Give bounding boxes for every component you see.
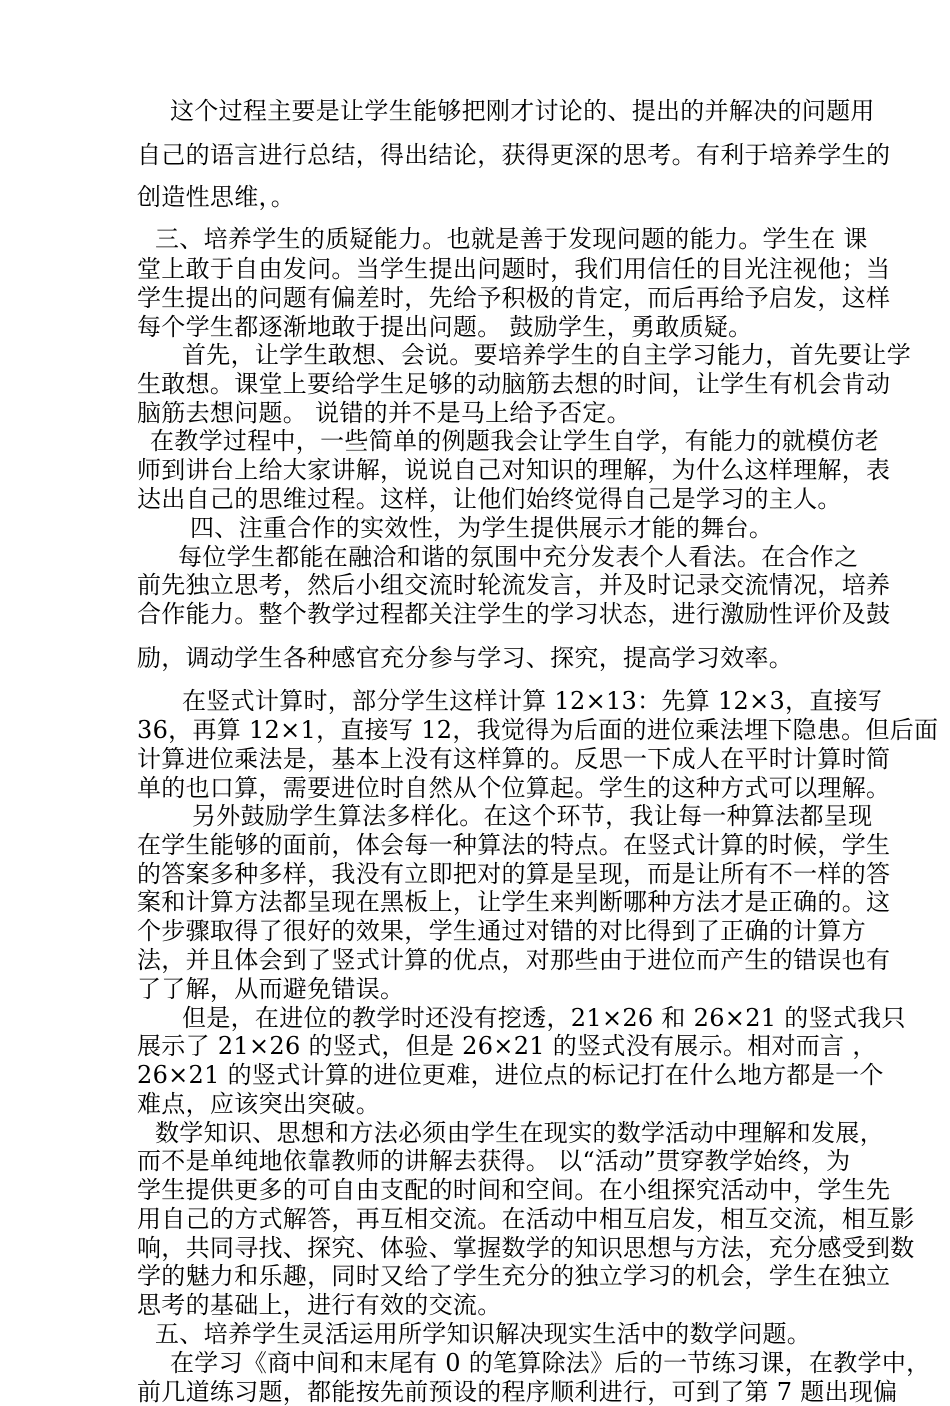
text-line: 数学知识、思想和方法必须由学生在现实的数学活动中理解和发展， [155, 1119, 884, 1147]
text-line: 计算进位乘法是，基本上没有这样算的。反思一下成人在平时计算时简 [137, 745, 891, 773]
section-heading: 四、注重合作的实效性，为学生提供展示才能的舞台。 [190, 514, 774, 542]
text-line: 26×21 的竖式计算的进位更难，进位点的标记打在什么地方都是一个 [137, 1061, 884, 1089]
text-line: 这个过程主要是让学生能够把刚才讨论的、提出的并解决的问题用 [170, 97, 875, 125]
text-line: 每个学生都逐渐地敢于提出问题。 鼓励学生，勇敢质疑。 [137, 313, 753, 341]
text-line: 的答案多种多样，我没有立即把对的算是呈现，而是让所有不一样的答 [137, 860, 891, 888]
text-line: 单的也口算，需要进位时自然从个位算起。学生的这种方式可以理解。 [137, 774, 891, 802]
text-line: 前几道练习题，都能按先前预设的程序顺利进行，可到了第 7 题出现偏 [137, 1378, 898, 1406]
text-line: 创造性思维，。 [137, 183, 296, 211]
text-line: 脑筋去想问题。 说错的并不是马上给予否定。 [137, 399, 631, 427]
text-line: 在教学过程中，一些简单的例题我会让学生自学，有能力的就模仿老 [150, 427, 879, 455]
text-line: 而不是单纯地依靠教师的讲解去获得。 以“活动”贯穿教学始终，为 [137, 1147, 851, 1175]
text-line: 在学生能够的面前，体会每一种算法的特点。在竖式计算的时候，学生 [137, 831, 891, 859]
text-line: 响，共同寻找、探究、体验、掌握数学的知识思想与方法，充分感受到数 [137, 1234, 915, 1262]
text-line: 思考的基础上，进行有效的交流。 [137, 1291, 502, 1319]
text-line: 了了解，从而避免错误。 [137, 975, 405, 1003]
text-line: 励，调动学生各种感官充分参与学习、探究，提高学习效率。 [137, 644, 794, 672]
text-line: 前先独立思考，然后小组交流时轮流发言，并及时记录交流情况，培养 [137, 571, 891, 599]
text-line: 个步骤取得了很好的效果，学生通过对错的对比得到了正确的计算方 [137, 917, 866, 945]
text-line: 首先，让学生敢想、会说。要培养学生的自主学习能力，首先要让学 [182, 341, 911, 369]
text-line: 法，并且体会到了竖式计算的优点，对那些由于进位而产生的错误也有 [137, 946, 891, 974]
text-line: 学的魅力和乐趣，同时又给了学生充分的独立学习的机会，学生在独立 [137, 1262, 891, 1290]
text-line: 在竖式计算时，部分学生这样计算 12×13：先算 12×3，直接写 [182, 687, 883, 715]
text-line: 三、培养学生的质疑能力。也就是善于发现问题的能力。学生在 课 [155, 225, 868, 253]
text-line: 每位学生都能在融洽和谐的氛围中充分发表个人看法。在合作之 [178, 543, 859, 571]
text-line: 达出自己的思维过程。这样，让他们始终觉得自己是学习的主人。 [137, 485, 842, 513]
text-line: 案和计算方法都呈现在黑板上，让学生来判断哪种方法才是正确的。这 [137, 888, 891, 916]
text-line: 另外鼓励学生算法多样化。在这个环节，我让每一种算法都呈现 [192, 802, 873, 830]
text-line: 堂上敢于自由发问。当学生提出问题时，我们用信任的目光注视他；当 [137, 255, 891, 283]
text-line: 合作能力。整个教学过程都关注学生的学习状态，进行激励性评价及鼓 [137, 600, 891, 628]
section-heading: 五、培养学生灵活运用所学知识解决现实生活中的数学问题。 [155, 1320, 812, 1348]
text-line: 学生提出的问题有偏差时，先给予积极的肯定，而后再给予启发，这样 [137, 284, 891, 312]
text-line: 36，再算 12×1，直接写 12，我觉得为后面的进位乘法埋下隐患。但后面 [137, 716, 939, 744]
text-line: 展示了 21×26 的竖式，但是 26×21 的竖式没有展示。相对而言 ， [137, 1032, 877, 1060]
text-line: 但是，在进位的教学时还没有挖透，21×26 和 26×21 的竖式我只 [182, 1004, 906, 1032]
text-line: 自己的语言进行总结，得出结论，获得更深的思考。有利于培养学生的 [137, 141, 891, 169]
text-line: 生敢想。课堂上要给学生足够的动脑筋去想的时间，让学生有机会肯动 [137, 370, 891, 398]
text-line: 学生提供更多的可自由支配的时间和空间。在小组探究活动中，学生先 [137, 1176, 891, 1204]
text-line: 在学习《商中间和末尾有 0 的笔算除法》后的一节练习课，在教学中， [170, 1349, 931, 1377]
text-line: 师到讲台上给大家讲解，说说自己对知识的理解，为什么这样理解，表 [137, 456, 891, 484]
text-line: 难点，应该突出突破。 [137, 1090, 380, 1118]
text-line: 用自己的方式解答，再互相交流。在活动中相互启发，相互交流，相互影 [137, 1205, 915, 1233]
